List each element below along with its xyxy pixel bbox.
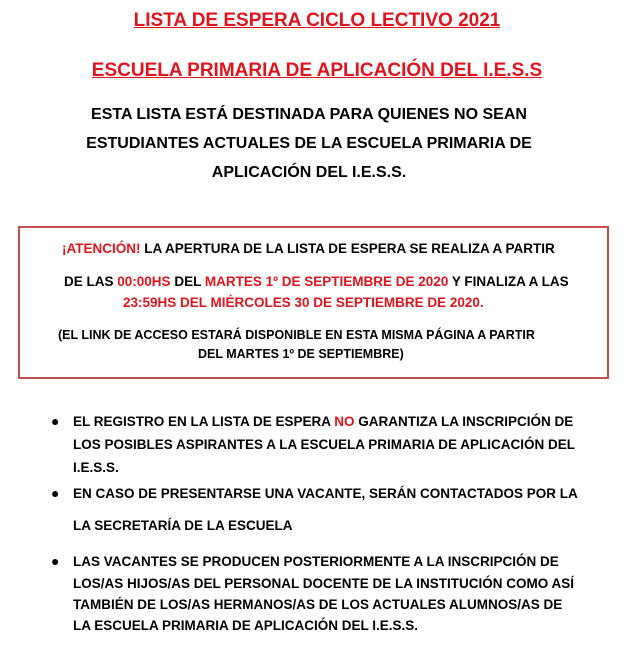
bullet-text: GARANTIZA LA INSCRIPCIÓN DE xyxy=(354,414,574,429)
link-note: DEL MARTES 1º DE SEPTIEMBRE) xyxy=(198,347,404,361)
opening-date: MARTES 1º DE SEPTIEMBRE DE 2020 xyxy=(204,274,449,289)
page-title: LISTA DE ESPERA CICLO LECTIVO 2021 xyxy=(133,10,501,31)
list-item xyxy=(73,410,573,433)
bullet-text: LA SECRETARÍA DE LA ESCUELA xyxy=(73,518,293,533)
notice-text: Y FINALIZA A LAS xyxy=(448,274,569,289)
notice-text: DEL xyxy=(170,274,205,289)
notice-line xyxy=(64,274,569,289)
intro-line: ESTA LISTA ESTÁ DESTINADA PARA QUIENES NO SEAN xyxy=(91,106,527,123)
intro-paragraph xyxy=(0,100,618,187)
attention-notice-box xyxy=(18,226,609,379)
list-item: EN CASO DE PRESENTARSE UNA VACANTE, SERÁN CONTACTADOS POR LA xyxy=(73,486,578,501)
notice-text: LA APERTURA DE LA LISTA DE ESPERA SE REALIZA A PARTIR xyxy=(140,241,555,256)
opening-time: 00:00HS xyxy=(117,274,171,289)
list-item: LAS VACANTES SE PRODUCEN POSTERIORMENTE A LA INSCRIPCIÓN DE xyxy=(73,554,559,569)
intro-line: APLICACIÓN DEL I.E.S.S. xyxy=(211,164,407,181)
bullet-text: I.E.S.S. xyxy=(73,460,119,475)
bullet-text: TAMBIÉN DE LOS/AS HERMANOS/AS DE LOS ACTUALES ALUMNOS/AS DE xyxy=(73,597,563,612)
bullet-text: LOS/AS HIJOS/AS DEL PERSONAL DOCENTE DE LA INSTITUCIÓN COMO ASÍ xyxy=(73,576,575,591)
bullet-dot-icon: ● xyxy=(51,485,60,501)
attention-label: ¡ATENCIÓN! xyxy=(62,241,141,256)
no-emphasis: NO xyxy=(334,414,355,429)
bullet-text: EL REGISTRO EN LA LISTA DE ESPERA xyxy=(73,414,335,429)
link-note: (EL LINK DE ACCESO ESTARÁ DISPONIBLE EN ESTA MISMA PÁGINA A PARTIR xyxy=(58,328,535,342)
notice-line xyxy=(62,241,555,256)
closing-datetime: 23:59HS DEL MIÉRCOLES 30 DE SEPTIEMBRE DE 2020. xyxy=(123,295,484,310)
bullet-text: LA ESCUELA PRIMARIA DE APLICACIÓN DEL I.E.S.S. xyxy=(73,618,419,633)
notice-text: DE LAS xyxy=(64,274,118,289)
school-subtitle: ESCUELA PRIMARIA DE APLICACIÓN DEL I.E.S.S xyxy=(91,60,543,81)
bullet-text: LOS POSIBLES ASPIRANTES A LA ESCUELA PRIMARIA DE APLICACIÓN DEL xyxy=(73,437,576,452)
bullet-dot-icon: ● xyxy=(51,553,60,569)
bullet-dot-icon: ● xyxy=(51,413,60,429)
intro-line: ESTUDIANTES ACTUALES DE LA ESCUELA PRIMARIA DE xyxy=(86,135,532,152)
